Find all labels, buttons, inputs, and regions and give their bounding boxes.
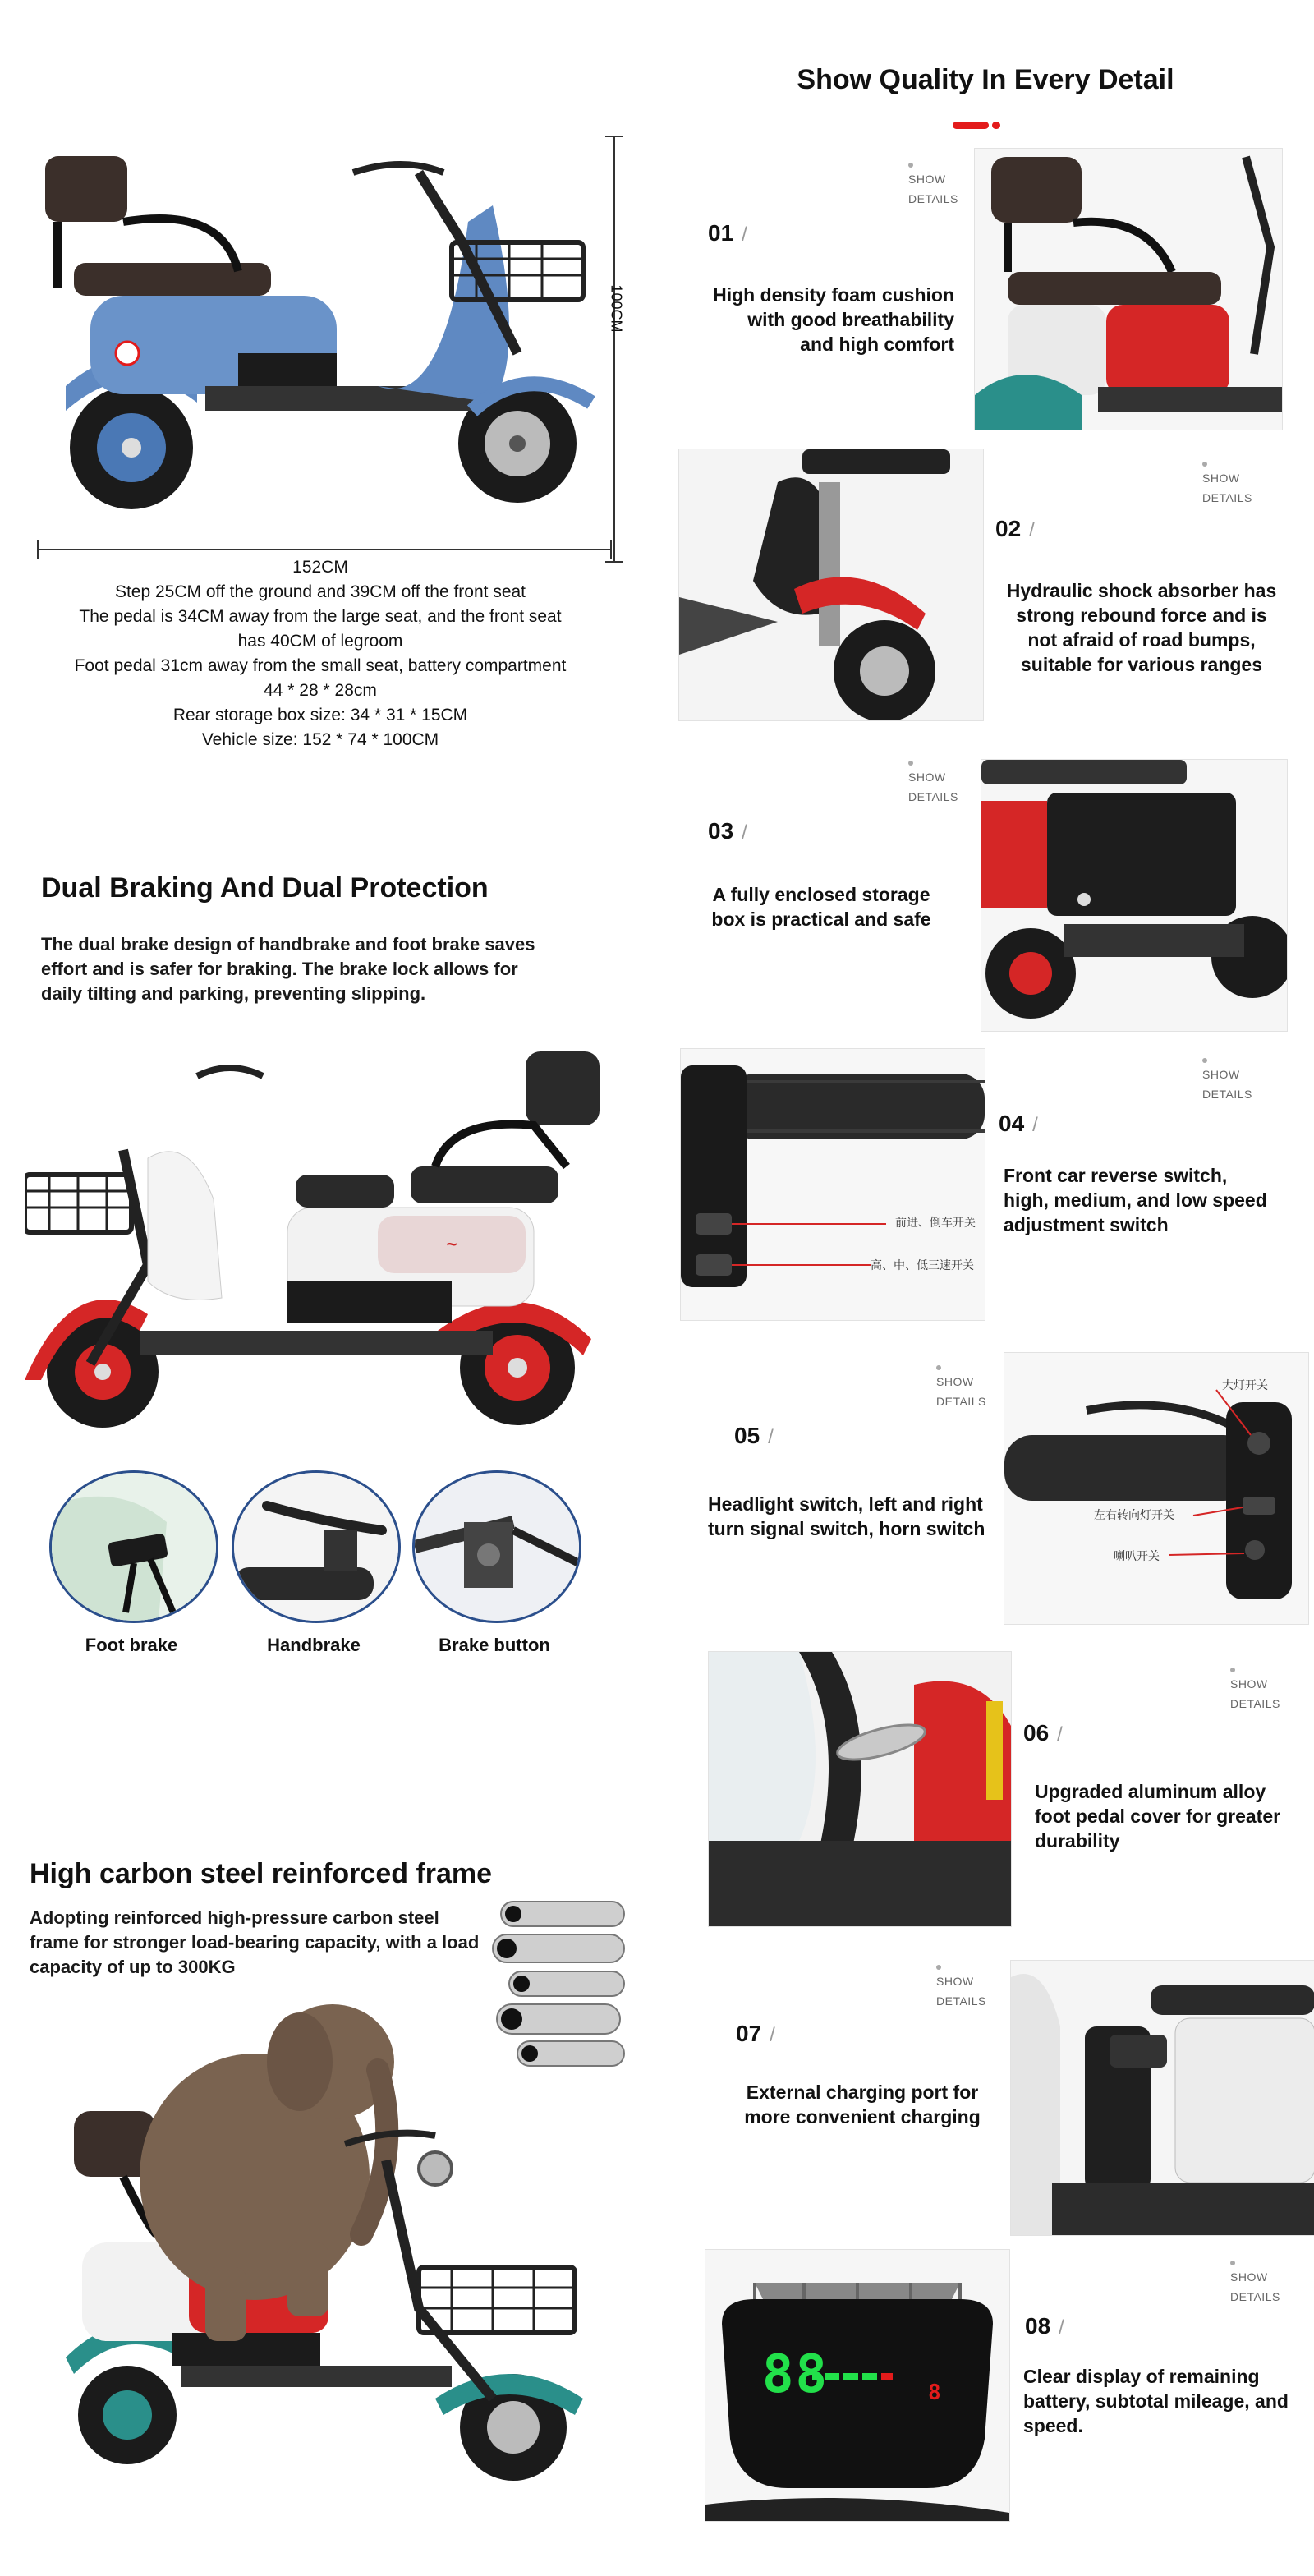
detail-desc-02-line-3: not afraid of road bumps, (1027, 629, 1256, 651)
detail-photo-digital-display (705, 2249, 1010, 2522)
spec-line-7: Vehicle size: 152 * 74 * 100CM (201, 730, 439, 749)
switch-label-forward-reverse: 前进、倒车开关 (895, 1217, 976, 1230)
detail-desc-04-line-2: high, medium, and low speed (1004, 1189, 1267, 1211)
foot-brake-image (49, 1470, 218, 1623)
detail-desc-04-line-3: adjustment switch (1004, 1214, 1169, 1235)
show-details-label-04: SHOW DETAILS (1202, 1058, 1252, 1104)
handbrake-caption: Handbrake (267, 1635, 361, 1655)
detail-desc-05-line-1: Headlight switch, left and right (708, 1493, 983, 1515)
detail-number-03: 03 / (708, 818, 747, 844)
show-details-label-02: SHOW DETAILS (1202, 462, 1252, 508)
detail-desc-08-line-1: Clear display of remaining (1023, 2366, 1260, 2387)
height-dimension-tick-bottom (605, 561, 623, 563)
height-dimension-line (613, 136, 615, 563)
frame-desc-3: capacity of up to 300KG (30, 1957, 236, 1977)
detail-number-05: 05 / (734, 1423, 774, 1448)
braking-desc-2: effort and is safer for braking. The brake lock allows for (41, 959, 518, 979)
detail-desc-08-line-3: speed. (1023, 2415, 1083, 2436)
elephant-tricycle-image (49, 1971, 583, 2546)
detail-desc-01-line-2: with good breathability (747, 309, 954, 330)
detail-desc-02-line-1: Hydraulic shock absorber has (1006, 580, 1277, 601)
detail-desc-06-line-1: Upgraded aluminum alloy (1035, 1781, 1266, 1802)
detail-desc-07-line-1: External charging port for (746, 2082, 979, 2103)
detail-desc-05-line-2: turn signal switch, horn switch (708, 1518, 986, 1539)
switch-label-turn-signal: 左右转向灯开关 (1094, 1509, 1174, 1522)
spec-line-6: Rear storage box size: 34 * 31 * 15CM (172, 706, 468, 724)
spec-line-4: Foot pedal 31cm away from the small seat, battery compartment (74, 656, 567, 675)
detail-photo-seat-cushion (974, 148, 1283, 430)
detail-number-04: 04 / (999, 1111, 1038, 1136)
display-speed-digits: 88 (762, 2344, 829, 2405)
show-details-label-07: SHOW DETAILS (936, 1965, 986, 2011)
detail-desc-07-line-2: more convenient charging (744, 2106, 981, 2128)
detail-photo-charging-port (1010, 1960, 1314, 2236)
spec-line-3: has 40CM of legroom (237, 632, 403, 651)
height-dimension-tick-top (605, 136, 623, 137)
detail-number-01: 01 / (708, 220, 747, 246)
page-title: Show Quality In Every Detail (797, 64, 1174, 95)
detail-desc-03-line-2: box is practical and safe (711, 908, 931, 930)
show-details-label-08: SHOW DETAILS (1230, 2261, 1280, 2307)
brake-button-image (412, 1470, 581, 1623)
frame-desc-1: Adopting reinforced high-pressure carbon steel (30, 1907, 439, 1928)
brake-button-caption: Brake button (439, 1635, 550, 1655)
braking-title: Dual Braking And Dual Protection (41, 872, 489, 904)
foot-brake-caption: Foot brake (85, 1635, 178, 1655)
detail-photo-storage-box (981, 759, 1288, 1032)
red-tricycle-image (25, 1035, 600, 1446)
detail-desc-01-line-1: High density foam cushion (713, 284, 954, 306)
title-underline-dot (992, 122, 1000, 129)
detail-desc-06-line-3: durability (1035, 1830, 1120, 1852)
width-dimension-label: 152CM (292, 558, 348, 577)
frame-desc-2: frame for stronger load-bearing capacity, with a load (30, 1932, 480, 1953)
detail-photo-aluminum-foot-pedal (708, 1651, 1012, 1927)
title-underline (953, 122, 989, 129)
svg-text:~: ~ (446, 1234, 457, 1254)
spec-line-2: The pedal is 34CM away from the large seat, and the front seat (79, 607, 562, 626)
display-small-digit: 8 (928, 2380, 941, 2405)
spec-line-5: 44 * 28 * 28cm (264, 681, 377, 700)
detail-photo-reverse-speed-switch (680, 1048, 986, 1321)
detail-desc-04-line-1: Front car reverse switch, (1004, 1165, 1228, 1186)
detail-desc-02-line-4: suitable for various ranges (1021, 654, 1262, 675)
detail-number-06: 06 / (1023, 1720, 1063, 1746)
detail-desc-06-line-2: foot pedal cover for greater (1035, 1806, 1281, 1827)
braking-desc-3: daily tilting and parking, preventing slipping. (41, 983, 426, 1004)
frame-title: High carbon steel reinforced frame (30, 1858, 493, 1889)
detail-photo-shock-absorber (678, 448, 984, 721)
detail-number-02: 02 / (995, 516, 1035, 541)
detail-desc-08-line-2: battery, subtotal mileage, and (1023, 2390, 1289, 2412)
detail-number-07: 07 / (736, 2021, 775, 2046)
blue-tricycle-image (33, 140, 600, 534)
width-dimension-line (37, 549, 612, 550)
handbrake-image (232, 1470, 401, 1623)
switch-label-headlight: 大灯开关 (1222, 1379, 1268, 1392)
show-details-label-03: SHOW DETAILS (908, 761, 958, 807)
show-details-label-06: SHOW DETAILS (1230, 1668, 1280, 1714)
detail-number-08: 08 / (1025, 2313, 1064, 2339)
spec-line-1: Step 25CM off the ground and 39CM off the front seat (114, 582, 526, 601)
switch-label-horn: 喇叭开关 (1114, 1550, 1160, 1563)
switch-label-speed: 高、中、低三速开关 (871, 1259, 974, 1272)
detail-desc-01-line-3: and high comfort (800, 334, 954, 355)
detail-desc-03-line-1: A fully enclosed storage (712, 884, 930, 905)
braking-desc-1: The dual brake design of handbrake and foot brake saves (41, 934, 535, 954)
height-dimension-label: 100CM (608, 284, 625, 333)
width-dimension-tick-right (610, 540, 612, 559)
detail-desc-02-line-2: strong rebound force and is (1016, 605, 1267, 626)
show-details-label-01: SHOW DETAILS (908, 163, 958, 209)
show-details-label-05: SHOW DETAILS (936, 1365, 986, 1411)
